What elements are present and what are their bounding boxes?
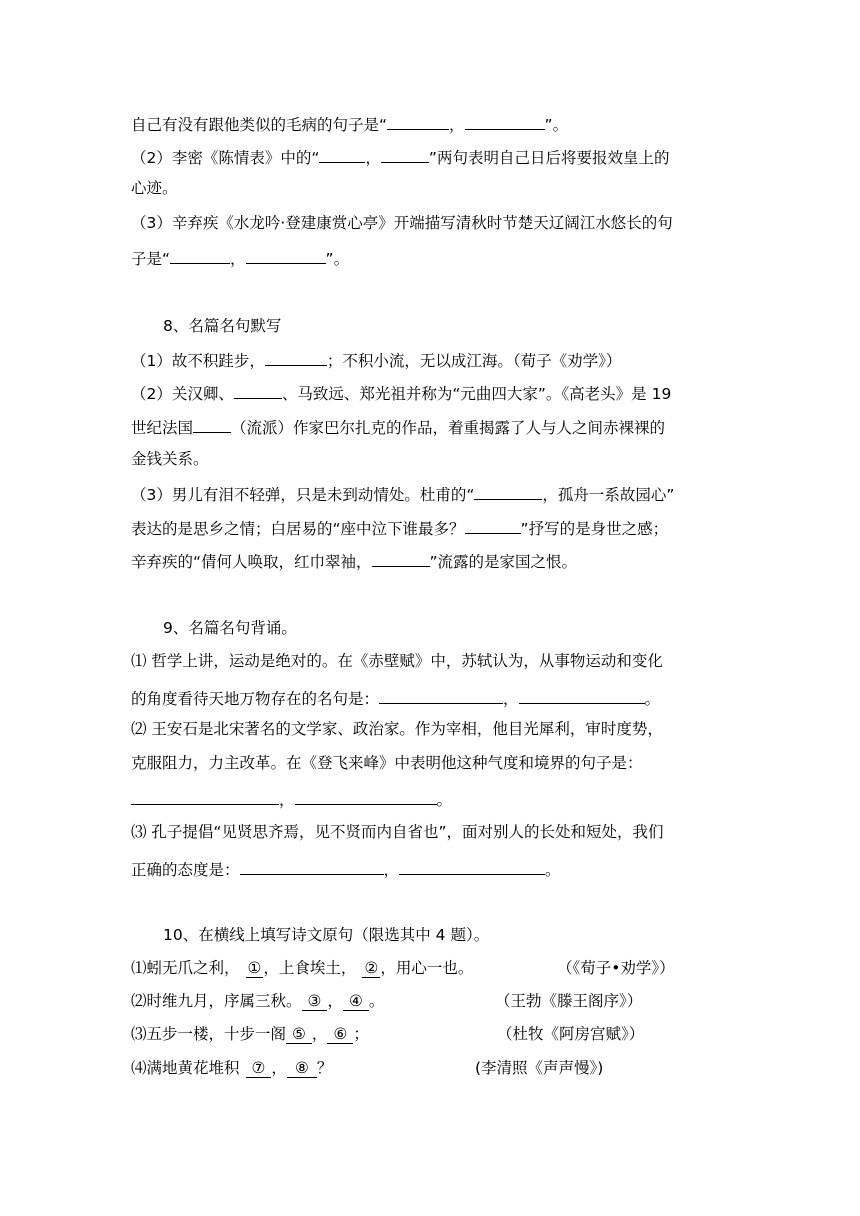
text: 正确的态度是：	[131, 861, 240, 879]
answer-blank[interactable]	[131, 787, 279, 805]
blank-number[interactable]: ⑥	[327, 1025, 353, 1044]
text: ；	[353, 1025, 369, 1043]
text: （2）关汉卿、	[131, 385, 234, 403]
answer-blank[interactable]	[519, 686, 645, 704]
source-citation: （王勃《滕王阁序》）	[495, 992, 643, 1010]
text: ”两句表明自己日后将要报效皇上的	[428, 149, 670, 167]
text: ⑵时维九月，序属三秋。	[131, 992, 302, 1010]
q7-line-1	[131, 112, 741, 135]
text: 子是“	[131, 250, 171, 268]
q10-row-3	[131, 1024, 741, 1044]
text: ，	[279, 791, 295, 809]
q7-3-line-2	[131, 246, 741, 269]
text: 的角度看待天地万物存在的名句是：	[131, 690, 380, 708]
q10-row-4	[131, 1058, 741, 1078]
text: 世纪法国	[131, 419, 194, 437]
text: 。	[436, 791, 453, 809]
blank-number[interactable]: ②	[364, 959, 379, 977]
source-citation: （《荀子•劝学》）	[557, 959, 675, 977]
answer-blank[interactable]	[381, 145, 429, 163]
q8-title	[163, 316, 773, 336]
text: ，	[327, 992, 343, 1010]
section-title: 8、名篇名句默写	[163, 317, 282, 335]
text: ？	[316, 1059, 333, 1077]
answer-blank[interactable]	[387, 112, 449, 130]
text: ⑵ 王安石是北宋著名的文学家、政治家。作为宰相，他目光犀利，审时度势，	[131, 720, 663, 738]
text: ；不积小流，无以成江海。（荀子《劝学》）	[326, 352, 622, 370]
text: （3）辛弃疾《水龙吟·登建康赏心亭》开端描写清秋时节楚天辽阔江水悠长的句	[131, 214, 673, 232]
answer-blank[interactable]	[399, 857, 545, 875]
q9-1-line-1	[131, 651, 741, 671]
text: 。	[545, 861, 561, 879]
text: ”。	[544, 116, 569, 134]
text: 心迹。	[131, 179, 178, 197]
text: ⑴ 哲学上讲，运动是绝对的。在《赤壁赋》中，苏轼认为，从事物运动和变化	[131, 652, 663, 670]
text: ，	[271, 1059, 287, 1077]
text: ⑶ 孔子提倡“见贤思齐焉，见不贤而内自省也”，面对别人的长处和短处，我们	[131, 823, 664, 841]
q8-2-line-2	[131, 415, 741, 438]
text: 。	[644, 690, 661, 708]
answer-blank[interactable]	[465, 516, 521, 534]
section-title: 9、名篇名句背诵。	[163, 619, 297, 637]
q9-2-line-1	[131, 719, 741, 739]
text: ，用心一也。	[380, 959, 474, 977]
answer-blank[interactable]	[170, 246, 230, 264]
answer-blank[interactable]	[246, 246, 326, 264]
q8-3-line-2	[131, 516, 741, 539]
q9-3-line-1	[131, 822, 741, 842]
q7-2-line-1	[131, 145, 741, 168]
text: ”。	[325, 250, 350, 268]
q8-3-line-3	[131, 549, 741, 572]
text: ，	[383, 861, 400, 879]
text: 表达的是思乡之情；白居易的“座中泣下谁最多？	[131, 520, 465, 538]
answer-blank[interactable]	[379, 686, 503, 704]
answer-blank[interactable]	[372, 549, 430, 567]
source-citation: (李清照《声声慢》)	[475, 1059, 604, 1077]
q7-2-line-2	[131, 178, 741, 198]
q10-title	[163, 925, 773, 945]
text: （2）李密《陈情表》中的“	[131, 149, 320, 167]
text: 克服阻力，力主改革。在《登飞来峰》中表明他这种气度和境界的句子是：	[131, 754, 643, 772]
text: 自己有没有跟他类似的毛病的句子是“	[131, 116, 388, 134]
text: 辛弃疾的“倩何人唤取，红巾翠袖，	[131, 553, 372, 571]
answer-blank[interactable]	[240, 857, 384, 875]
q9-3-line-2	[131, 857, 741, 880]
blank-number[interactable]: ①	[247, 959, 262, 977]
text: ⑶五步一楼，十步一阁	[131, 1025, 287, 1043]
answer-blank[interactable]	[474, 482, 542, 500]
q9-1-line-2	[131, 686, 741, 709]
text: ，上食埃土，	[263, 959, 357, 977]
answer-blank[interactable]	[319, 145, 365, 163]
blank-number[interactable]: ⑤	[286, 1025, 312, 1044]
text: （1）故不积跬步，	[131, 352, 265, 370]
q9-title	[163, 618, 773, 638]
answer-blank[interactable]	[465, 112, 545, 130]
text: （3）男儿有泪不轻弹，只是未到动情处。杜甫的“	[131, 486, 475, 504]
blank-number[interactable]: ③	[302, 992, 328, 1011]
q10-row-1	[131, 958, 741, 978]
text: ，	[503, 690, 519, 708]
section-title: 10、在横线上填写诗文原句（限选其中 4 题）。	[163, 926, 490, 944]
text: ，	[449, 116, 465, 134]
text: ，	[230, 250, 246, 268]
answer-blank[interactable]	[295, 787, 437, 805]
text: （流派）作家巴尔扎克的作品，着重揭露了人与人之间赤裸裸的	[231, 419, 666, 437]
q8-1	[131, 348, 741, 371]
q10-row-2	[131, 991, 741, 1011]
q7-3-line-1	[131, 213, 741, 233]
text: ，	[311, 1025, 328, 1043]
answer-blank[interactable]	[234, 381, 282, 399]
q8-2-line-1	[131, 381, 741, 404]
text: ”抒写的是身世之感；	[520, 520, 669, 538]
q9-2-line-2	[131, 753, 741, 773]
text: 。	[368, 992, 385, 1010]
text: ⑴蚓无爪之利，	[131, 959, 240, 977]
blank-number[interactable]: ⑦	[246, 1059, 272, 1078]
text: 、马致远、郑光祖并称为“元曲四大家”。《高老头》是 19	[281, 385, 672, 403]
text: 金钱关系。	[131, 450, 209, 468]
blank-number[interactable]: ④	[343, 992, 369, 1011]
answer-blank[interactable]	[265, 348, 327, 366]
q9-2-line-3	[131, 787, 741, 810]
source-citation: （杜牧《阿房宫赋》）	[497, 1025, 645, 1043]
text: ⑷满地黄花堆积	[131, 1059, 240, 1077]
text: ”流露的是家国之恨。	[429, 553, 578, 571]
q8-2-line-3	[131, 449, 741, 469]
blank-number[interactable]: ⑧	[287, 1059, 317, 1078]
text: ，孤舟一系故园心”	[542, 486, 675, 504]
q8-3-line-1	[131, 482, 741, 505]
text: ，	[365, 149, 381, 167]
answer-blank[interactable]	[193, 415, 231, 433]
